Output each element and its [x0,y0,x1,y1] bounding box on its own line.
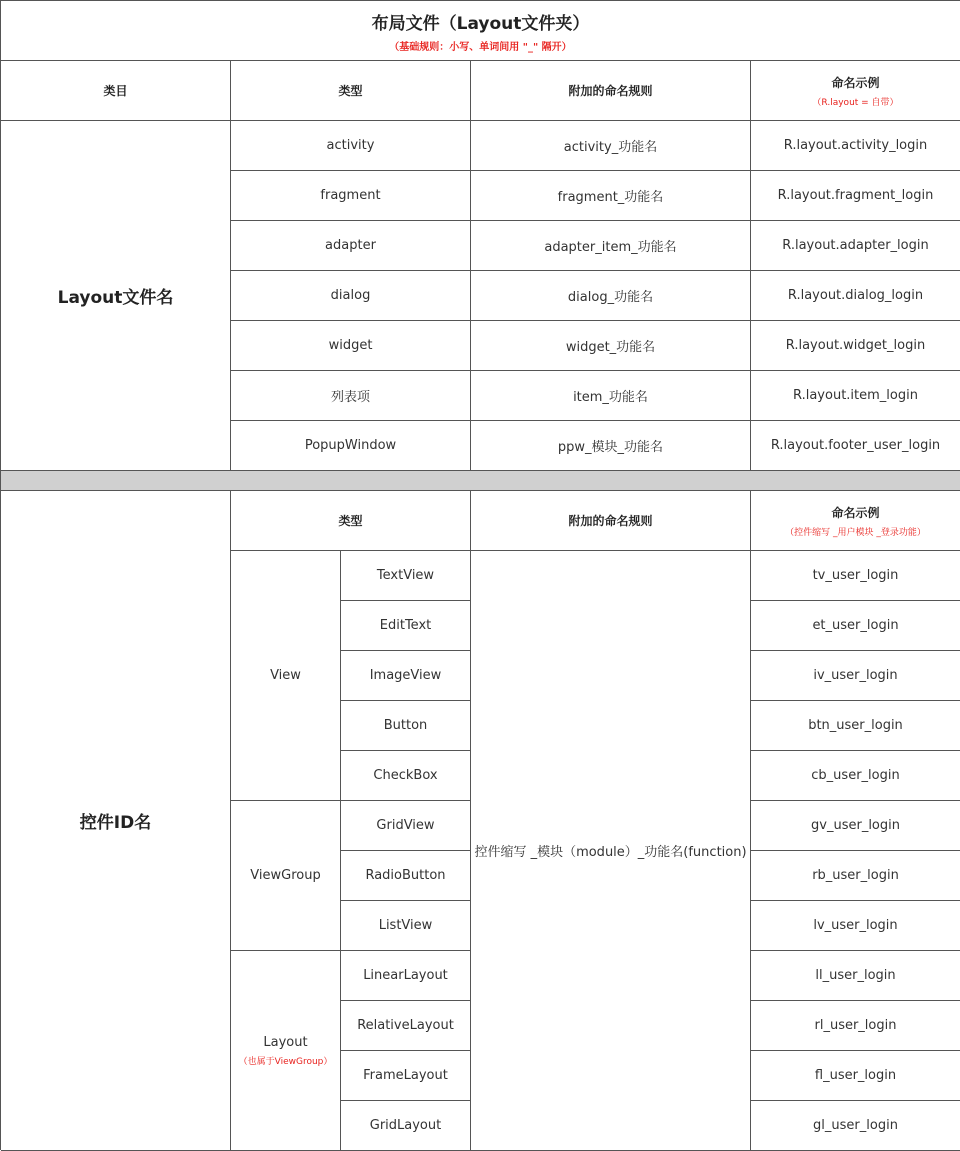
table-cell-type: dialog [231,271,471,321]
table-cell-example: rl_user_login [751,1001,960,1051]
group-layout-label: Layout [263,1034,308,1050]
table-cell-example: R.layout.adapter_login [751,221,960,271]
table-cell-widget: FrameLayout [341,1051,471,1101]
table-cell-example: btn_user_login [751,701,960,751]
table-cell-rule: widget_功能名 [471,321,751,371]
table-cell-widget: GridView [341,801,471,851]
table-cell-widget: RelativeLayout [341,1001,471,1051]
table-cell-type: fragment [231,171,471,221]
table-cell-type: activity [231,121,471,171]
table-cell-widget: ListView [341,901,471,951]
table-cell-example: fl_user_login [751,1051,960,1101]
table-cell-widget: CheckBox [341,751,471,801]
table-cell-example: R.layout.item_login [751,371,960,421]
header-type: 类型 [231,61,471,121]
table-cell-type: widget [231,321,471,371]
id-header-example-label: 命名示例 [831,505,880,520]
header-example [751,61,960,121]
table-cell-widget: RadioButton [341,851,471,901]
table-cell-widget: ImageView [341,651,471,701]
group-layout-note: （也属于ViewGroup） [238,1056,333,1067]
table-cell-rule: activity_功能名 [471,121,751,171]
group-layout [231,951,341,1151]
id-header-rule: 附加的命名规则 [471,491,751,551]
id-rule: 控件缩写 _模块（module）_功能名(function) [471,551,751,1151]
table-cell-example: gv_user_login [751,801,960,851]
table-cell-example: R.layout.widget_login [751,321,960,371]
table-cell-example: R.layout.fragment_login [751,171,960,221]
id-header-type: 类型 [231,491,471,551]
table-cell-example: lv_user_login [751,901,960,951]
table-cell-widget: LinearLayout [341,951,471,1001]
page-subtitle: （基础规则：小写、单词间用 "_" 隔开） [389,41,572,53]
table-cell-type: adapter [231,221,471,271]
table-cell-rule: ppw_模块_功能名 [471,421,751,471]
table-cell-rule: item_功能名 [471,371,751,421]
table-cell-example: cb_user_login [751,751,960,801]
id-header-example [751,491,960,551]
table-cell-widget: GridLayout [341,1101,471,1151]
table-cell-type: 列表项 [231,371,471,421]
section-divider [1,471,960,491]
header-example-label: 命名示例 [831,75,880,90]
table-cell-example: R.layout.footer_user_login [751,421,960,471]
header-category: 类目 [1,61,231,121]
id-header-example-note: （控件缩写 _用户模块 _登录功能） [785,527,926,538]
table-cell-rule: adapter_item_功能名 [471,221,751,271]
table-cell-example: R.layout.dialog_login [751,271,960,321]
table-cell-type: PopupWindow [231,421,471,471]
page-title: 布局文件（Layout文件夹） [371,13,590,34]
group-viewgroup: ViewGroup [231,801,341,951]
layout-section-label: Layout文件名 [1,121,231,471]
table-cell-widget: Button [341,701,471,751]
table-cell-example: R.layout.activity_login [751,121,960,171]
table-cell-example: et_user_login [751,601,960,651]
group-view: View [231,551,341,801]
table-cell-example: iv_user_login [751,651,960,701]
id-section-label: 控件ID名 [1,491,231,1151]
table-cell-rule: dialog_功能名 [471,271,751,321]
table-cell-rule: fragment_功能名 [471,171,751,221]
table-cell-example: rb_user_login [751,851,960,901]
header-example-note: （R.layout = 自带） [812,97,899,108]
table-cell-example: tv_user_login [751,551,960,601]
header-rule: 附加的命名规则 [471,61,751,121]
table-cell-example: ll_user_login [751,951,960,1001]
table-title [1,1,960,61]
table-cell-widget: EditText [341,601,471,651]
table-cell-widget: TextView [341,551,471,601]
table-cell-example: gl_user_login [751,1101,960,1151]
